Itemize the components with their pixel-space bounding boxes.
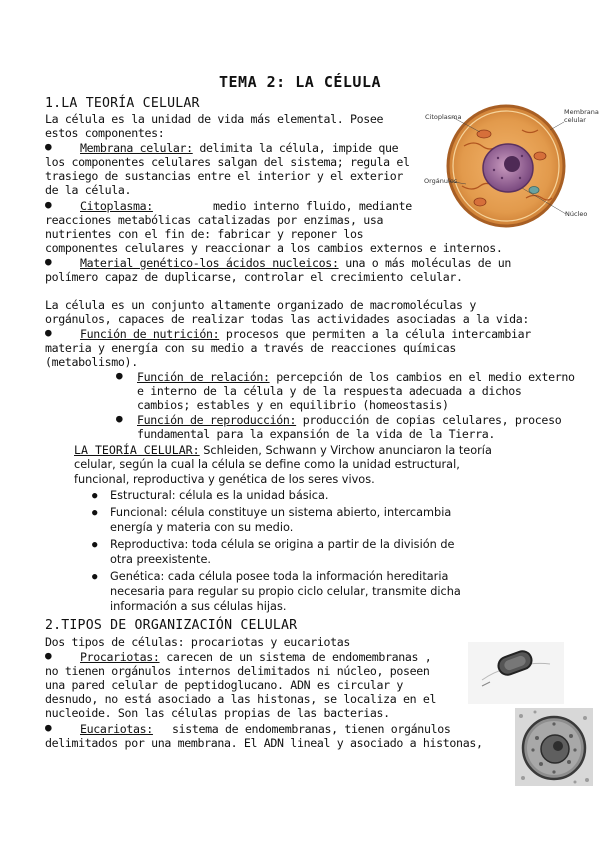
bullet: ●	[92, 491, 98, 501]
bullet: ●	[45, 326, 52, 339]
funcional-line-1: Funcional: célula constituye un sistema abierto, intercambia	[110, 506, 452, 519]
membrana-line-1	[80, 141, 398, 155]
genetico-line-2: polímero capaz de duplicarse, controlar el crecimiento celular.	[45, 270, 463, 284]
reproductiva-line-2: otra preexistente.	[110, 553, 211, 566]
genetica-line-2: necesaria para regular su propio ciclo celular, transmite dicha	[110, 585, 461, 598]
nutricion-line-2: materia y energía con su medio a través de reacciones químicas	[45, 341, 457, 355]
section-1-heading: 1.LA TEORÍA CELULAR	[45, 96, 200, 111]
teoria-line-2: celular, según la cual la célula se define como la unidad estructural,	[74, 458, 460, 471]
reproduccion-line-1	[137, 413, 561, 427]
reproduccion-text: producción de copias celulares, proceso	[296, 413, 562, 427]
tipos-intro: Dos tipos de células: procariotas y eucariotas	[45, 635, 350, 649]
membrana-line-4: de la célula.	[45, 183, 132, 197]
estructural-line: Estructural: célula es la unidad básica.	[110, 489, 329, 502]
procariotas-term: Procariotas:	[80, 650, 160, 664]
genetico-term: Material genético-los ácidos nucleicos:	[80, 256, 339, 270]
membrana-text: delimita la célula, impide que	[192, 141, 399, 155]
cell-diagram	[422, 98, 599, 233]
nutricion-term: Función de nutrición:	[80, 327, 220, 341]
nutricion-line-1	[80, 327, 531, 341]
bullet: ●	[116, 412, 123, 425]
nucleolus-shape	[504, 156, 520, 172]
genetica-line-3: información a sus células hijas.	[110, 600, 287, 613]
reproductiva-line-1: Reproductiva: toda célula se origina a partir de la división de	[110, 538, 455, 551]
procariotas-line-2: no tienen orgánulos internos delimitados ni núcleo, poseen	[45, 664, 430, 678]
reproduccion-term: Función de reproducción:	[137, 413, 297, 427]
citoplasma-term: Citoplasma:	[80, 199, 153, 213]
label-citoplasma: Citoplasma	[425, 113, 462, 121]
membrana-line-2: los componentes celulares salgan del sistema; regula el	[45, 155, 410, 169]
bullet: ●	[45, 198, 52, 211]
bullet: ●	[45, 255, 52, 268]
bullet: ●	[45, 721, 52, 734]
citoplasma-line-4: componentes celulares y reaccionar a los cambios externos e internos.	[45, 241, 503, 255]
label-organulos: Orgánulos	[424, 177, 458, 185]
genetico-line-1	[80, 256, 511, 270]
membrana-line-3: trasiego de sustancias entre el interior y el exterior	[45, 169, 404, 183]
intro-line-1: La célula es la unidad de vida más elemental. Posee	[45, 112, 384, 126]
organizacion-line-1: La célula es un conjunto altamente organizado de macromoléculas y	[45, 298, 476, 312]
relacion-line-2: e interno de la célula y de la respuesta adecuada a dichos	[137, 384, 522, 398]
genetica-line-1: Genética: cada célula posee toda la información hereditaria	[110, 570, 449, 583]
relacion-line-1	[137, 370, 575, 384]
section-2-heading: 2.TIPOS DE ORGANIZACIÓN CELULAR	[45, 618, 298, 633]
teoria-text: Schleiden, Schwann y Virchow anunciaron la teoría	[199, 444, 492, 457]
label-nucleo: Núcleo	[565, 210, 588, 218]
procariotas-line-1	[80, 650, 431, 664]
bullet: ●	[92, 572, 98, 582]
page-title: TEMA 2: LA CÉLULA	[218, 73, 382, 91]
bullet: ●	[116, 369, 123, 382]
eucariotas-term: Eucariotas:	[80, 722, 153, 736]
bullet: ●	[92, 540, 98, 550]
citoplasma-line-1: medio interno fluido, mediante	[213, 199, 412, 213]
relacion-line-3: cambios; estables y en equilibrio (homeostasis)	[137, 398, 449, 412]
intro-line-2: estos componentes:	[45, 126, 165, 140]
procariotas-line-3: una pared celular de peptidoglucano. ADN es circular y	[45, 678, 404, 692]
funcional-line-2: energía y materia con su medio.	[110, 521, 294, 534]
bullet: ●	[92, 508, 98, 518]
genetico-text: una o más moléculas de un	[338, 256, 511, 270]
procariotas-line-4: desnudo, no está asociado a las histonas, se localiza en el	[45, 692, 437, 706]
label-membrana: Membrana	[564, 108, 599, 116]
teoria-term: LA TEORÍA CELULAR:	[74, 443, 200, 457]
relacion-text: percepción de los cambios en el medio externo	[269, 370, 575, 384]
teoria-line-1	[74, 443, 492, 458]
relacion-term: Función de relación:	[137, 370, 270, 384]
eucariotas-line-2: delimitados por una membrana. El ADN lineal y asociado a histonas,	[45, 736, 483, 750]
label-celular: celular	[564, 116, 586, 124]
teoria-line-3: funcional, reproductiva y genética de los seres vivos.	[74, 473, 375, 486]
bullet: ●	[45, 140, 52, 153]
organizacion-line-2: orgánulos, capaces de realizar todas las actividades asociadas a la vida:	[45, 312, 529, 326]
citoplasma-line-3: nutrientes con el fin de: fabricar y reponer los	[45, 227, 364, 241]
mitochondria-shape	[477, 130, 491, 138]
reproduccion-line-2: fundamental para la expansión de la vida de la Tierra.	[137, 427, 496, 441]
procariotas-text: carecen de un sistema de endomembranas ,	[159, 650, 432, 664]
membrana-term: Membrana celular:	[80, 141, 193, 155]
eukaryote-micrograph	[515, 708, 593, 786]
prokaryote-micrograph	[468, 642, 564, 704]
nutricion-line-3: (metabolismo).	[45, 355, 138, 369]
bullet: ●	[45, 649, 52, 662]
eucariotas-line-1: sistema de endomembranas, tienen orgánulos	[172, 722, 451, 736]
procariotas-line-5: nucleoide. Son las células propias de las bacterias.	[45, 706, 390, 720]
nutricion-text: procesos que permiten a la célula intercambiar	[219, 327, 531, 341]
citoplasma-line-2: reacciones metabólicas catalizadas por enzimas, usa	[45, 213, 384, 227]
